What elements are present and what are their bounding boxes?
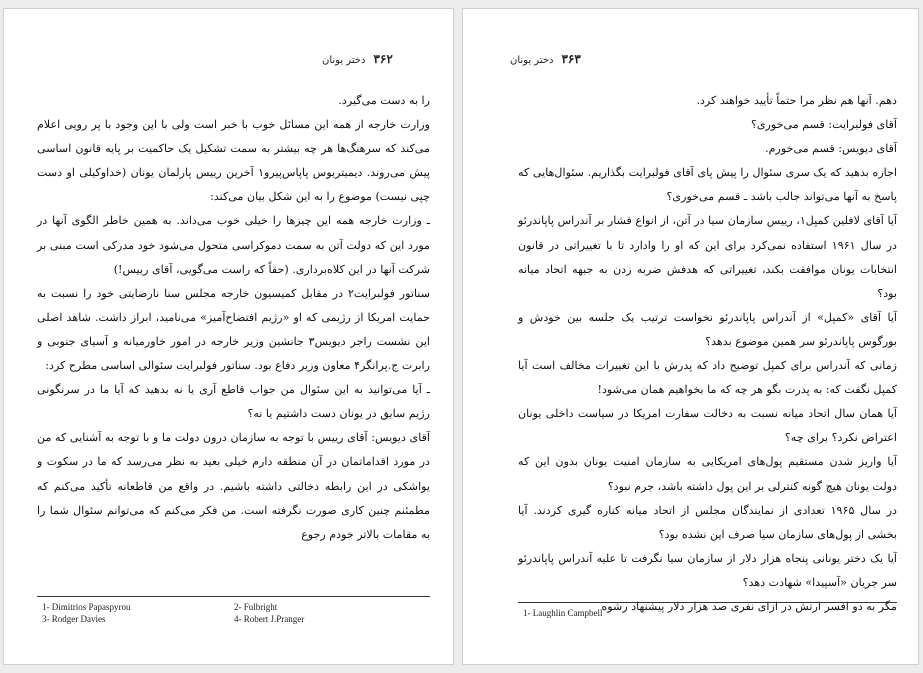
paragraph: آقای دیویس: آقای رییس با توجه به سازمان درون دولت ما و با توجه به آشنایی که من در مورد اقداماتمان در آن منطقه دارم خیلی بعید به نظر می‌رسد که ما در سکوت و یواشکی در این رابطه دخالتی داشته باشیم. در واقع من قاطعانه تأکید می‌کنم که مطمئنم چنین کاری صورت نگرفته است. من فکر می‌کنم که می‌توانم سئوال شما را به مقامات بالاتر خودم رجوع	[37, 431, 430, 541]
footnote: 1- Laughlin Campbell	[523, 608, 603, 618]
right-page	[462, 8, 919, 665]
paragraph: آیا همان سال اتحاد میانه نسبت به دخالت سفارت امریکا در سیاست داخلی یونان اعتراض نکرد؟ برای چه؟	[518, 407, 897, 445]
running-head: دختر یونان	[510, 55, 554, 66]
right-page-body	[518, 89, 897, 619]
paragraph: مگر به دو افسر ارتش در ازای نفری صد هزار دلار پیشنهاد رشوه	[601, 599, 897, 613]
running-head: دختر یونان	[322, 55, 366, 66]
paragraph: ـ وزارت خارجه همه این چیزها را خیلی خوب می‌داند. به همین خاطر الگوی آنها در مورد این که دولت آتن به سمت دموکراسی متحول می‌شود خود مدرکی است مبنی بر شرکت آنها در این کلاه‌برداری. (حقاً که راست می‌گویی، آقای رییس!)	[37, 214, 430, 276]
paragraph: اجازه بدهید که یک سری سئوال را پیش پای آقای فولبرایت بگذاریم. سئوال‌هایی که پاسخ به آنها می‌تواند جالب باشد ـ قسم می‌خوری؟	[518, 166, 897, 204]
footnote-divider	[37, 596, 430, 597]
left-page-body	[37, 89, 430, 547]
paragraph: آیا آقای «کمپل» از آندراس پاپاندرئو نخواست ترتیب یک جلسه بین خودش و بورگوس پاپاندرئو سر همین موضوع بدهد؟	[518, 310, 897, 348]
paragraph: را به دست می‌گیرد.	[338, 94, 430, 107]
right-footnotes	[523, 608, 723, 618]
footnote: 3- Rodger Davies	[42, 614, 106, 624]
paragraph: آیا آقای لافلین کمپل۱، رییس سازمان سیا در آتن، از انواع فشار بر آندراس پاپاندرئو در سال ۱۹۶۱ استفاده نمی‌کرد برای این که او را وادارد تا با تغییراتی در قانون انتخابات یونان موافقت بکند، تغییراتی که هدفش ضربه زدن به جبهه اتحاد میانه بود؟	[518, 214, 897, 300]
paragraph: در سال ۱۹۶۵ تعدادی از نمایندگان مجلس از اتحاد میانه کناره گیری کردند. آیا بخشی از پول‌های سازمان سیا صرف این نشده بود؟	[518, 503, 897, 541]
paragraph: آقای فولبرایت: قسم می‌خوری؟	[750, 118, 897, 132]
paragraph: آیا یک دختر یونانی پنجاه هزار دلار از سازمان سیا نگرفت تا علیه آندراس پاپاندرئو سر جریان «آسپیدا» شهادت دهد؟	[518, 551, 897, 589]
left-page	[3, 8, 454, 665]
footnote-divider	[518, 602, 897, 603]
footnote: 2- Fulbright	[234, 602, 278, 612]
paragraph: دهم. آنها هم نظر مرا حتماً تأیید خواهند کرد.	[696, 94, 897, 107]
left-footnotes	[42, 602, 342, 624]
footnote: 1- Dimitrios Papaspyrou	[42, 602, 131, 612]
page-number: ۳۶۲	[373, 52, 393, 66]
paragraph: آیا واریز شدن مستقیم پول‌های امریکایی به سازمان امنیت یونان بدون این که دولت یونان هیچ گونه کنترلی بر این پول داشته باشد، جرم نبود؟	[518, 455, 897, 493]
paragraph: وزارت خارجه از همه این مسائل خوب با خبر است ولی با این وجود با پر رویی اعلام می‌کند که سرهنگ‌ها هر چه بیشتر به سمت تشکیل یک حاکمیت بر پایه قانون اساسی پیش می‌روند. دیمیتریوس پاپاس‌پیرو۱ آخرین رییس پارلمان یونان (خداوکیلی او دست چپی نیست) موضوع را به این شکل بیان می‌کند:	[37, 118, 431, 204]
page-number: ۳۶۳	[561, 52, 581, 66]
paragraph: آقای دیویس: قسم می‌خورم.	[765, 142, 897, 156]
right-page-header	[510, 52, 581, 66]
paragraph: سناتور فولبرایت۲ در مقابل کمیسیون خارجه مجلس سنا نارضایتی خود را نسبت به حمایت امریکا از رژیمی که او «رژیم افتضاح‌آمیز» می‌نامید، ابراز داشت. شاهد اصلی این نشست راجر دیویس۳ جانشین وزیر خارجه در امور خاورمیانه و آسیای جنوبی و رابرت ج.پرانگر۴ معاون وزیر دفاع بود. سناتور فولبرایت سئوالی اساسی مطرح کرد:	[37, 286, 430, 373]
footnote: 4- Robert J.Pranger	[234, 614, 305, 624]
left-page-header	[322, 52, 393, 66]
paragraph: زمانی که آندراس برای کمپل توضیح داد که پدرش با این تغییرات مخالف است آیا کمپل نگفت که: به پدرت بگو هر چه که ما بخواهیم همان می‌شود!	[518, 359, 897, 397]
paragraph: ـ آیا می‌توانید به این سئوال من جواب قاطع آری یا نه بدهید که آیا ما در سرنگونی رژیم سابق در یونان دست داشتیم یا نه؟	[37, 383, 430, 421]
